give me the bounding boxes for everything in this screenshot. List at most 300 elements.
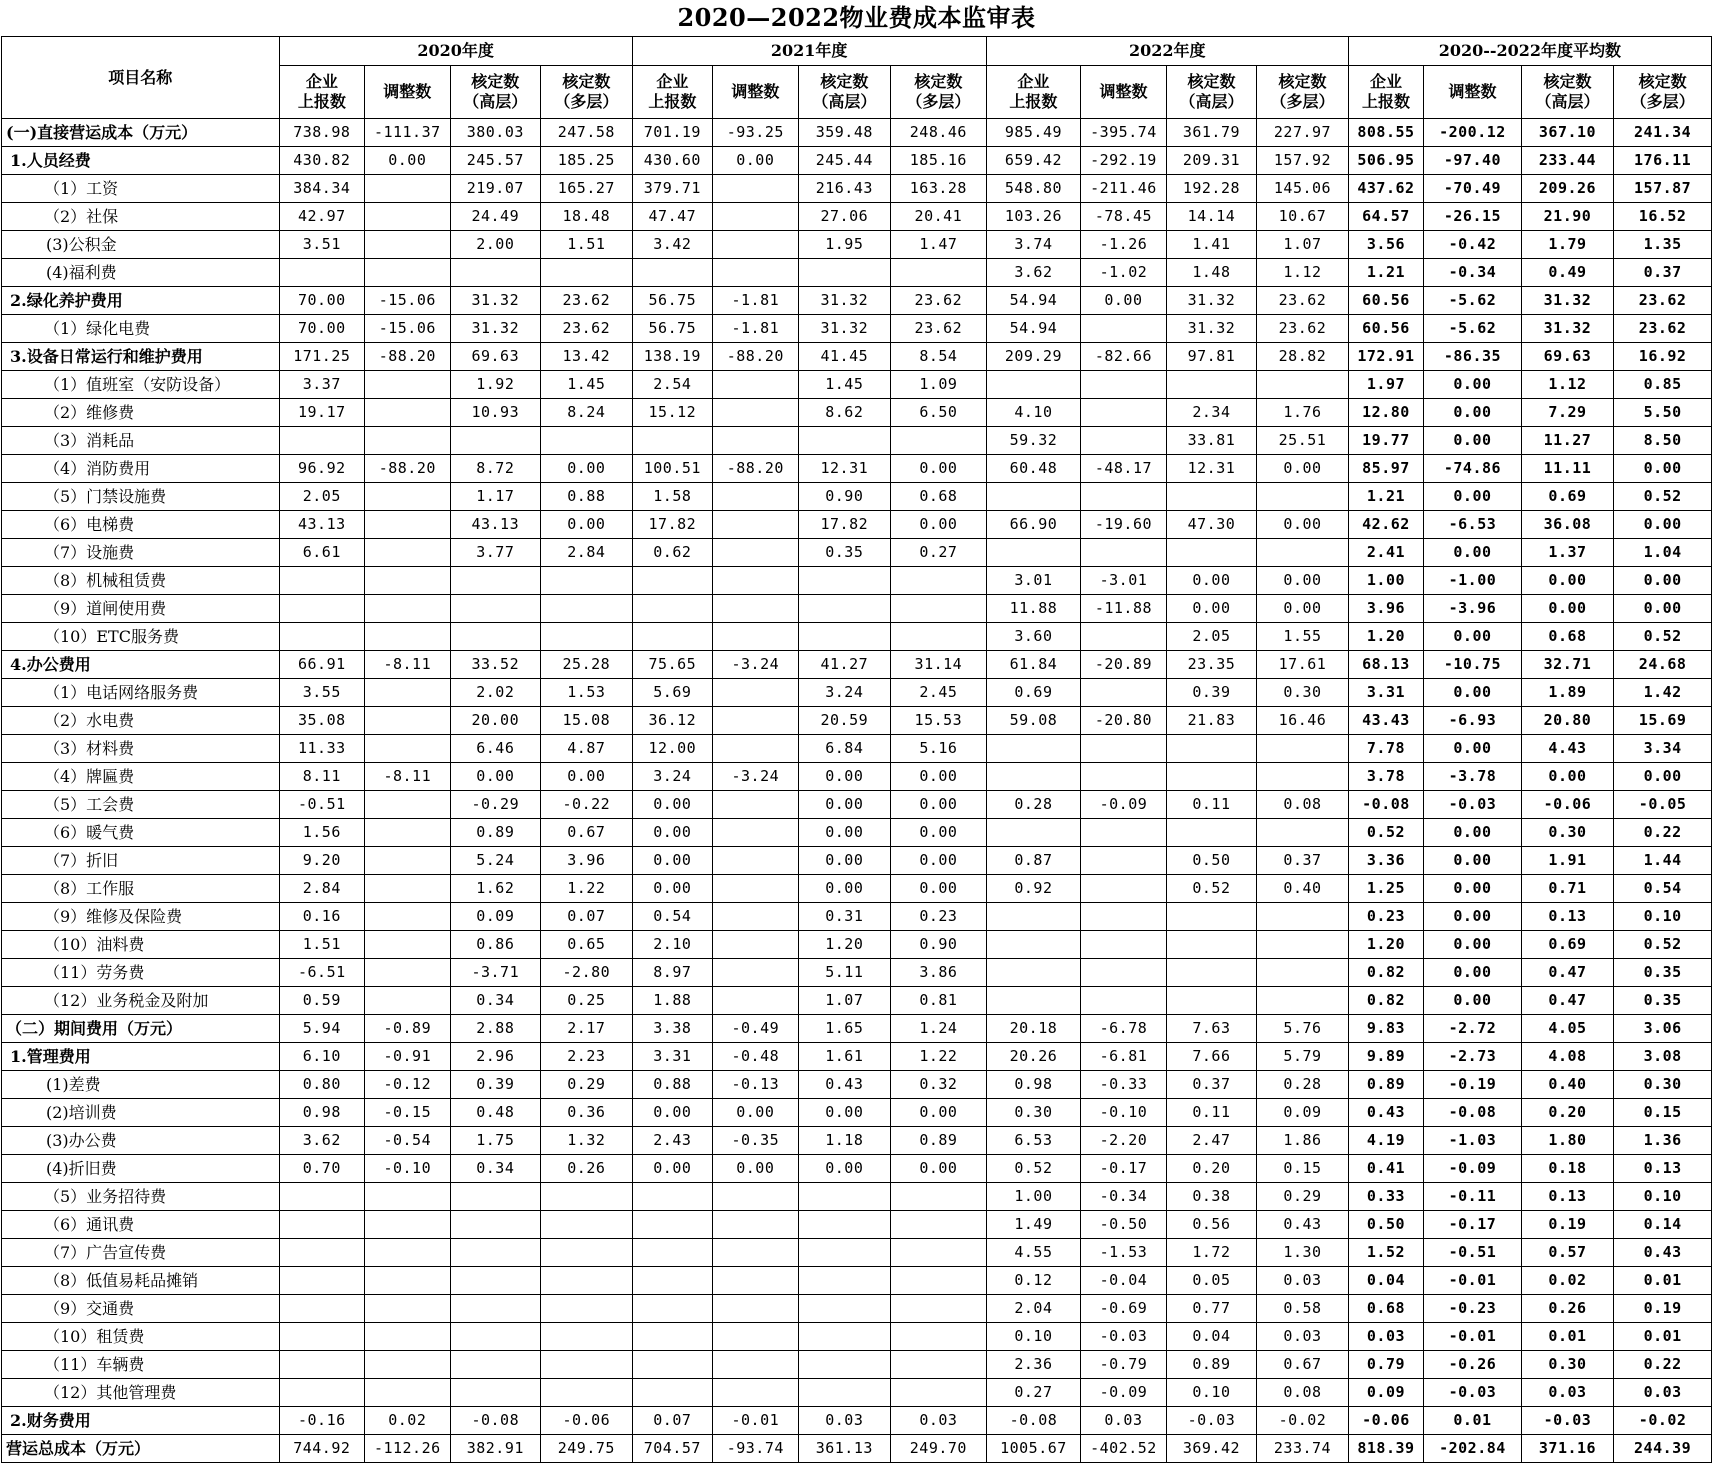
table-cell	[986, 819, 1081, 847]
table-row	[2, 1071, 1712, 1099]
table-cell	[632, 1239, 712, 1267]
table-cell: 244.39	[1614, 1435, 1712, 1463]
table-cell: -0.51	[1424, 1239, 1522, 1267]
table-cell: 5.11	[798, 959, 891, 987]
table-cell: 0.89	[450, 819, 541, 847]
table-cell: 31.32	[1166, 315, 1257, 343]
table-cell: -0.19	[1424, 1071, 1522, 1099]
table-cell	[713, 1211, 798, 1239]
table-cell: 31.32	[1166, 287, 1257, 315]
table-cell: -6.81	[1081, 1043, 1166, 1071]
table-row	[2, 1099, 1712, 1127]
table-cell: -0.29	[450, 791, 541, 819]
table-row	[2, 1295, 1712, 1323]
table-cell: -0.23	[1424, 1295, 1522, 1323]
table-cell	[365, 511, 450, 539]
table-cell: 17.82	[798, 511, 891, 539]
row-label: (3)办公费	[2, 1127, 280, 1155]
table-cell: 2.05	[1166, 623, 1257, 651]
table-cell	[365, 371, 450, 399]
table-row	[2, 511, 1712, 539]
table-cell	[450, 1183, 541, 1211]
table-cell: -93.74	[713, 1435, 798, 1463]
table-cell: 0.04	[1166, 1323, 1257, 1351]
table-cell: 1.61	[798, 1043, 891, 1071]
table-cell: 0.11	[1166, 791, 1257, 819]
table-cell: -88.20	[365, 343, 450, 371]
table-cell	[279, 1351, 364, 1379]
table-cell: 2.10	[632, 931, 712, 959]
table-cell: 7.63	[1166, 1015, 1257, 1043]
table-cell: 3.96	[1348, 595, 1423, 623]
table-cell	[891, 1239, 987, 1267]
table-cell	[632, 1211, 712, 1239]
table-cell: 23.35	[1166, 651, 1257, 679]
table-cell	[279, 623, 364, 651]
table-cell	[365, 1379, 450, 1407]
table-cell: 3.31	[1348, 679, 1423, 707]
table-cell: 2.84	[279, 875, 364, 903]
table-cell: -15.06	[365, 315, 450, 343]
table-cell: 6.84	[798, 735, 891, 763]
table-cell: 0.00	[713, 1099, 798, 1127]
table-cell	[713, 847, 798, 875]
table-cell: 1.91	[1521, 847, 1614, 875]
table-cell: 0.13	[1521, 1183, 1614, 1211]
table-cell: -88.20	[713, 455, 798, 483]
table-cell: 138.19	[632, 343, 712, 371]
row-label: （8）机械租赁费	[2, 567, 280, 595]
table-cell: 0.41	[1348, 1155, 1423, 1183]
table-cell	[798, 1379, 891, 1407]
table-cell	[279, 1295, 364, 1323]
table-cell: 4.43	[1521, 735, 1614, 763]
table-row	[2, 1239, 1712, 1267]
table-cell: 43.13	[450, 511, 541, 539]
table-cell: 0.35	[1614, 987, 1712, 1015]
table-cell: -211.46	[1081, 175, 1166, 203]
row-label: (4)折旧费	[2, 1155, 280, 1183]
table-cell: 0.52	[1614, 931, 1712, 959]
table-cell: 1.62	[450, 875, 541, 903]
table-cell: 0.85	[1614, 371, 1712, 399]
table-cell: 21.83	[1166, 707, 1257, 735]
row-label: 3.设备日常运行和维护费用	[2, 343, 280, 371]
table-cell: 3.08	[1614, 1043, 1712, 1071]
table-cell	[365, 1295, 450, 1323]
table-cell: -8.11	[365, 651, 450, 679]
row-label: （11）劳务费	[2, 959, 280, 987]
table-cell: 0.00	[891, 791, 987, 819]
table-cell: -1.26	[1081, 231, 1166, 259]
table-cell	[365, 847, 450, 875]
table-cell	[1166, 819, 1257, 847]
table-cell: 3.62	[986, 259, 1081, 287]
table-cell	[365, 259, 450, 287]
table-cell: -0.02	[1614, 1407, 1712, 1435]
table-cell: 0.43	[798, 1071, 891, 1099]
table-cell: 0.00	[1257, 567, 1349, 595]
table-cell	[891, 567, 987, 595]
table-cell: 0.00	[632, 847, 712, 875]
table-cell: 0.65	[541, 931, 633, 959]
row-label: （5）工会费	[2, 791, 280, 819]
column-header-name: 项目名称	[2, 37, 280, 119]
table-cell: -0.35	[713, 1127, 798, 1155]
table-cell: 371.16	[1521, 1435, 1614, 1463]
cost-audit-table	[1, 36, 1712, 1463]
column-header-reported: 企业 上报数	[279, 66, 364, 119]
table-cell: 59.08	[986, 707, 1081, 735]
table-cell: 2.23	[541, 1043, 633, 1071]
table-cell: 0.22	[1614, 819, 1712, 847]
table-cell	[365, 203, 450, 231]
column-header-approved-high: 核定数 （高层）	[798, 66, 891, 119]
table-cell: 0.86	[450, 931, 541, 959]
table-cell	[1081, 539, 1166, 567]
table-cell: 744.92	[279, 1435, 364, 1463]
table-cell: 380.03	[450, 119, 541, 147]
table-cell	[713, 987, 798, 1015]
table-cell: 248.46	[891, 119, 987, 147]
table-cell: -48.17	[1081, 455, 1166, 483]
table-cell: 0.30	[1614, 1071, 1712, 1099]
table-cell	[450, 1379, 541, 1407]
table-cell: 9.83	[1348, 1015, 1423, 1043]
table-row	[2, 1211, 1712, 1239]
table-cell: 437.62	[1348, 175, 1423, 203]
table-cell: 0.30	[1521, 819, 1614, 847]
table-cell	[713, 511, 798, 539]
table-cell: 0.05	[1166, 1267, 1257, 1295]
table-cell: -0.09	[1081, 791, 1166, 819]
table-cell: 0.08	[1257, 1379, 1349, 1407]
table-cell: 0.37	[1257, 847, 1349, 875]
table-cell: 0.01	[1614, 1267, 1712, 1295]
table-cell: -0.05	[1614, 791, 1712, 819]
table-cell: 361.79	[1166, 119, 1257, 147]
table-cell	[632, 1351, 712, 1379]
table-cell	[891, 1267, 987, 1295]
table-cell: 31.32	[1521, 315, 1614, 343]
table-cell	[632, 259, 712, 287]
table-cell: 7.78	[1348, 735, 1423, 763]
column-header-reported: 企业 上报数	[632, 66, 712, 119]
row-label: 2.绿化养护费用	[2, 287, 280, 315]
table-cell: 59.32	[986, 427, 1081, 455]
table-cell	[450, 1211, 541, 1239]
table-cell: 209.26	[1521, 175, 1614, 203]
table-cell: -2.20	[1081, 1127, 1166, 1155]
table-cell: 361.13	[798, 1435, 891, 1463]
table-cell: 0.01	[1614, 1323, 1712, 1351]
table-cell	[1081, 679, 1166, 707]
table-cell: -0.22	[541, 791, 633, 819]
table-cell: -5.62	[1424, 315, 1522, 343]
table-cell: 43.13	[279, 511, 364, 539]
table-cell	[713, 595, 798, 623]
table-cell: 0.92	[986, 875, 1081, 903]
table-cell: 0.80	[279, 1071, 364, 1099]
table-cell: 1.53	[541, 679, 633, 707]
table-cell: 54.94	[986, 287, 1081, 315]
table-cell: -0.54	[365, 1127, 450, 1155]
row-label: （12）业务税金及附加	[2, 987, 280, 1015]
table-row	[2, 735, 1712, 763]
table-cell	[541, 1267, 633, 1295]
table-cell	[632, 623, 712, 651]
table-cell: 36.08	[1521, 511, 1614, 539]
table-cell: 54.94	[986, 315, 1081, 343]
table-cell: 0.00	[891, 875, 987, 903]
table-cell: 2.04	[986, 1295, 1081, 1323]
table-cell	[713, 931, 798, 959]
table-cell: 23.62	[1257, 315, 1349, 343]
table-cell	[986, 959, 1081, 987]
table-cell	[1081, 735, 1166, 763]
table-cell: 0.52	[1614, 483, 1712, 511]
table-cell: 1.55	[1257, 623, 1349, 651]
table-cell: 15.69	[1614, 707, 1712, 735]
table-cell: 367.10	[1521, 119, 1614, 147]
table-cell: 3.51	[279, 231, 364, 259]
table-cell: 1.21	[1348, 259, 1423, 287]
table-cell: 359.48	[798, 119, 891, 147]
row-label: （6）通讯费	[2, 1211, 280, 1239]
table-cell	[279, 1323, 364, 1351]
table-cell: 0.98	[279, 1099, 364, 1127]
table-cell	[1257, 959, 1349, 987]
table-cell: -86.35	[1424, 343, 1522, 371]
table-cell: 1.88	[632, 987, 712, 1015]
table-cell	[713, 567, 798, 595]
table-cell: 0.11	[1166, 1099, 1257, 1127]
table-cell: 818.39	[1348, 1435, 1423, 1463]
table-cell	[1081, 371, 1166, 399]
table-cell: 0.23	[1348, 903, 1423, 931]
table-cell	[365, 427, 450, 455]
table-cell: 1.04	[1614, 539, 1712, 567]
table-cell: 0.00	[1521, 595, 1614, 623]
table-cell: 2.00	[450, 231, 541, 259]
table-cell: 4.05	[1521, 1015, 1614, 1043]
table-cell: 1.44	[1614, 847, 1712, 875]
table-cell: 0.67	[541, 819, 633, 847]
table-cell: 0.00	[450, 763, 541, 791]
table-cell	[541, 427, 633, 455]
table-cell: 5.79	[1257, 1043, 1349, 1071]
table-cell: 0.35	[1614, 959, 1712, 987]
table-cell: 0.00	[798, 819, 891, 847]
table-cell	[541, 623, 633, 651]
table-cell: -0.03	[1424, 791, 1522, 819]
table-cell: 172.91	[1348, 343, 1423, 371]
table-cell: 2.45	[891, 679, 987, 707]
table-cell: 382.91	[450, 1435, 541, 1463]
table-cell: 8.97	[632, 959, 712, 987]
table-cell	[1166, 763, 1257, 791]
table-cell	[365, 959, 450, 987]
table-cell: 3.55	[279, 679, 364, 707]
table-cell	[632, 1379, 712, 1407]
table-cell: 0.00	[1424, 539, 1522, 567]
table-cell	[1257, 903, 1349, 931]
group-header-2020: 2020年度	[279, 37, 632, 66]
table-row	[2, 1379, 1712, 1407]
table-cell	[713, 679, 798, 707]
table-cell: -0.08	[1348, 791, 1423, 819]
table-row	[2, 1407, 1712, 1435]
table-cell	[632, 1183, 712, 1211]
column-header-approved-multi: 核定数 （多层）	[891, 66, 987, 119]
table-cell: 0.00	[541, 455, 633, 483]
table-cell: -3.01	[1081, 567, 1166, 595]
table-cell: -97.40	[1424, 147, 1522, 175]
table-cell: 176.11	[1614, 147, 1712, 175]
table-cell	[798, 623, 891, 651]
table-row	[2, 1351, 1712, 1379]
table-cell: 0.22	[1614, 1351, 1712, 1379]
table-cell: 1.58	[632, 483, 712, 511]
table-cell: 1.48	[1166, 259, 1257, 287]
row-label: 1.人员经费	[2, 147, 280, 175]
table-cell: -0.49	[713, 1015, 798, 1043]
row-label: （二）期间费用（万元）	[2, 1015, 280, 1043]
table-cell: 35.08	[279, 707, 364, 735]
table-cell: -0.17	[1081, 1155, 1166, 1183]
table-cell: 0.20	[1521, 1099, 1614, 1127]
table-cell: -3.71	[450, 959, 541, 987]
table-cell	[713, 259, 798, 287]
table-cell: 1.20	[1348, 931, 1423, 959]
table-cell: 70.00	[279, 315, 364, 343]
table-cell: 0.68	[1521, 623, 1614, 651]
row-label: （3）消耗品	[2, 427, 280, 455]
table-cell: -0.08	[1424, 1099, 1522, 1127]
table-cell	[713, 903, 798, 931]
table-cell: -1.02	[1081, 259, 1166, 287]
table-cell: 1.12	[1521, 371, 1614, 399]
table-cell	[798, 259, 891, 287]
table-cell	[986, 931, 1081, 959]
table-cell	[365, 483, 450, 511]
table-cell	[891, 1211, 987, 1239]
table-cell: 1.09	[891, 371, 987, 399]
table-cell	[1166, 483, 1257, 511]
table-cell	[891, 623, 987, 651]
table-cell: 1.97	[1348, 371, 1423, 399]
table-cell	[891, 427, 987, 455]
row-label: （10）ETC服务费	[2, 623, 280, 651]
table-row	[2, 595, 1712, 623]
table-cell	[279, 427, 364, 455]
table-cell	[891, 1295, 987, 1323]
table-cell: 0.04	[1348, 1267, 1423, 1295]
table-cell: 0.47	[1521, 959, 1614, 987]
table-cell: 0.18	[1521, 1155, 1614, 1183]
table-row	[2, 231, 1712, 259]
table-cell	[279, 1239, 364, 1267]
table-cell: 0.43	[1257, 1211, 1349, 1239]
table-row	[2, 203, 1712, 231]
table-cell: -0.10	[365, 1155, 450, 1183]
table-cell: -111.37	[365, 119, 450, 147]
table-cell	[713, 399, 798, 427]
table-cell: 0.03	[1257, 1323, 1349, 1351]
table-cell: -112.26	[365, 1435, 450, 1463]
table-cell	[541, 595, 633, 623]
table-cell: 0.59	[279, 987, 364, 1015]
table-cell	[365, 175, 450, 203]
table-cell: 69.63	[1521, 343, 1614, 371]
table-cell: 548.80	[986, 175, 1081, 203]
table-cell: 0.30	[986, 1099, 1081, 1127]
row-label: （4）消防费用	[2, 455, 280, 483]
table-cell: 0.03	[1081, 1407, 1166, 1435]
table-cell: 25.28	[541, 651, 633, 679]
table-cell: 0.00	[798, 791, 891, 819]
table-cell: 0.00	[798, 847, 891, 875]
table-cell: -88.20	[365, 455, 450, 483]
table-cell: 0.40	[1521, 1071, 1614, 1099]
table-cell: 0.00	[1521, 567, 1614, 595]
table-cell: 5.76	[1257, 1015, 1349, 1043]
table-cell	[541, 1183, 633, 1211]
table-cell: 11.27	[1521, 427, 1614, 455]
table-cell: 0.67	[1257, 1351, 1349, 1379]
table-cell	[541, 1239, 633, 1267]
table-cell: 1.17	[450, 483, 541, 511]
table-cell: 32.71	[1521, 651, 1614, 679]
table-cell: 0.00	[1257, 595, 1349, 623]
table-cell: -19.60	[1081, 511, 1166, 539]
table-cell	[279, 1211, 364, 1239]
table-cell: 70.00	[279, 287, 364, 315]
row-label: (4)福利费	[2, 259, 280, 287]
table-cell: 0.81	[891, 987, 987, 1015]
table-cell: 7.66	[1166, 1043, 1257, 1071]
row-label: （12）其他管理费	[2, 1379, 280, 1407]
table-cell	[365, 903, 450, 931]
table-cell: 96.92	[279, 455, 364, 483]
table-cell: 0.69	[1521, 483, 1614, 511]
table-cell	[365, 735, 450, 763]
table-cell	[1166, 931, 1257, 959]
table-row	[2, 427, 1712, 455]
table-cell: 245.57	[450, 147, 541, 175]
table-cell: 0.01	[1424, 1407, 1522, 1435]
table-cell: 1.45	[541, 371, 633, 399]
table-cell: 20.41	[891, 203, 987, 231]
table-cell: 19.77	[1348, 427, 1423, 455]
table-cell: 3.24	[798, 679, 891, 707]
column-header-approved-multi: 核定数 （多层）	[1614, 66, 1712, 119]
table-cell: 1.20	[1348, 623, 1423, 651]
table-cell: 6.53	[986, 1127, 1081, 1155]
table-cell: 2.02	[450, 679, 541, 707]
table-cell	[1081, 399, 1166, 427]
table-cell: 41.27	[798, 651, 891, 679]
table-cell: -74.86	[1424, 455, 1522, 483]
table-cell: 0.00	[632, 1155, 712, 1183]
table-cell	[713, 1267, 798, 1295]
table-row	[2, 567, 1712, 595]
table-cell: 0.10	[1614, 903, 1712, 931]
table-cell: 0.26	[541, 1155, 633, 1183]
table-cell	[891, 1379, 987, 1407]
table-cell: -0.03	[1081, 1323, 1166, 1351]
table-cell: 10.67	[1257, 203, 1349, 231]
